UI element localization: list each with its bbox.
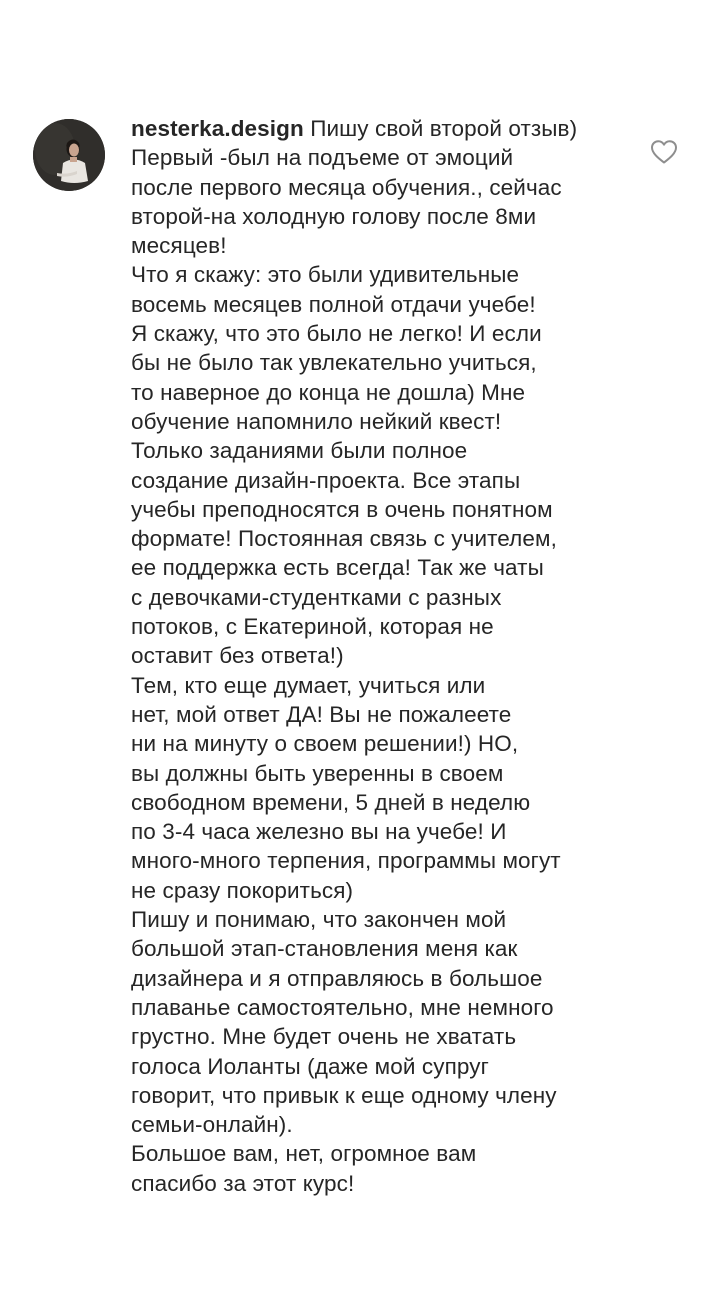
comment-text-line: с девочками-студентками с разных — [131, 584, 502, 610]
comment-text-line: месяцев! — [131, 233, 227, 259]
comment-text-line: второй-на холодную голову после 8ми — [131, 203, 537, 229]
avatar-photo — [33, 119, 105, 191]
comment-text-line: семьи-онлайн). — [131, 1112, 293, 1138]
comment-text-line: потоков, с Екатериной, которая не — [131, 614, 494, 640]
comment-text-line: голоса Иоланты (даже мой супруг — [131, 1053, 489, 1079]
comment-text-line: бы не было так увлекательно учиться, — [131, 350, 537, 376]
comment-text-line: ее поддержка есть всегда! Так же чаты — [131, 555, 544, 581]
comment-text-line: нет, мой ответ ДА! Вы не пожалеете — [131, 701, 512, 727]
comment-text-line: Что я скажу: это были удивительные — [131, 262, 520, 288]
comment-username[interactable]: nesterka.design — [131, 116, 304, 141]
comment-text-line: Пишу и понимаю, что закончен мой — [131, 907, 507, 933]
comment-line-0 — [131, 114, 636, 143]
comment-text — [131, 114, 636, 1198]
comment-text-line: учебы преподносятся в очень понятном — [131, 496, 553, 522]
comment-text-line: свободном времени, 5 дней в неделю — [131, 789, 531, 815]
comment-text-line: Только заданиями были полное — [131, 438, 468, 464]
comment-text-line: после первого месяца обучения., сейчас — [131, 174, 562, 200]
comment-text-line: Большое вам, нет, огромное вам — [131, 1141, 477, 1167]
comment-text-line: восемь месяцев полной отдачи учебе! — [131, 291, 536, 317]
comment-text-line: говорит, что привык к еще одному члену — [131, 1082, 557, 1108]
comment-text-line: плаванье самостоятельно, мне немного — [131, 994, 554, 1020]
comment-text-line: ни на минуту о своем решении!) НО, — [131, 731, 519, 757]
comment-text-line: большой этап-становления меня как — [131, 936, 518, 962]
comment-text-line: по 3-4 часа железно вы на учебе! И — [131, 819, 507, 845]
comment-text-line: формате! Постоянная связь с учителем, — [131, 526, 557, 552]
comment-text-line: то наверное до конца не дошла) Мне — [131, 379, 526, 405]
comment-text-line: дизайнера и я отправляюсь в большое — [131, 965, 543, 991]
avatar[interactable] — [33, 119, 105, 191]
comment-text-line: Пишу свой второй отзыв) — [310, 116, 578, 141]
comment-text-line: обучение напомнило нейкий квест! — [131, 408, 502, 434]
like-button[interactable] — [650, 139, 678, 165]
comment-text-line: вы должны быть уверенны в своем — [131, 760, 504, 786]
comment-text-line: грустно. Мне будет очень не хватать — [131, 1024, 517, 1050]
comment-text-line: не сразу покориться) — [131, 877, 354, 903]
comment-text-line: спасибо за этот курс! — [131, 1170, 355, 1196]
comment-text-line: Я скажу, что это было не легко! И если — [131, 321, 542, 347]
heart-outline-icon[interactable] — [650, 139, 678, 165]
comment-text-line: оставит без ответа!) — [131, 643, 344, 669]
comment-text-line: создание дизайн-проекта. Все этапы — [131, 467, 521, 493]
comment-text-line: много-много терпения, программы могут — [131, 848, 561, 874]
comment-text-line: Тем, кто еще думает, учиться или — [131, 672, 486, 698]
comment-text-line: Первый -был на подъеме от эмоций — [131, 145, 514, 171]
